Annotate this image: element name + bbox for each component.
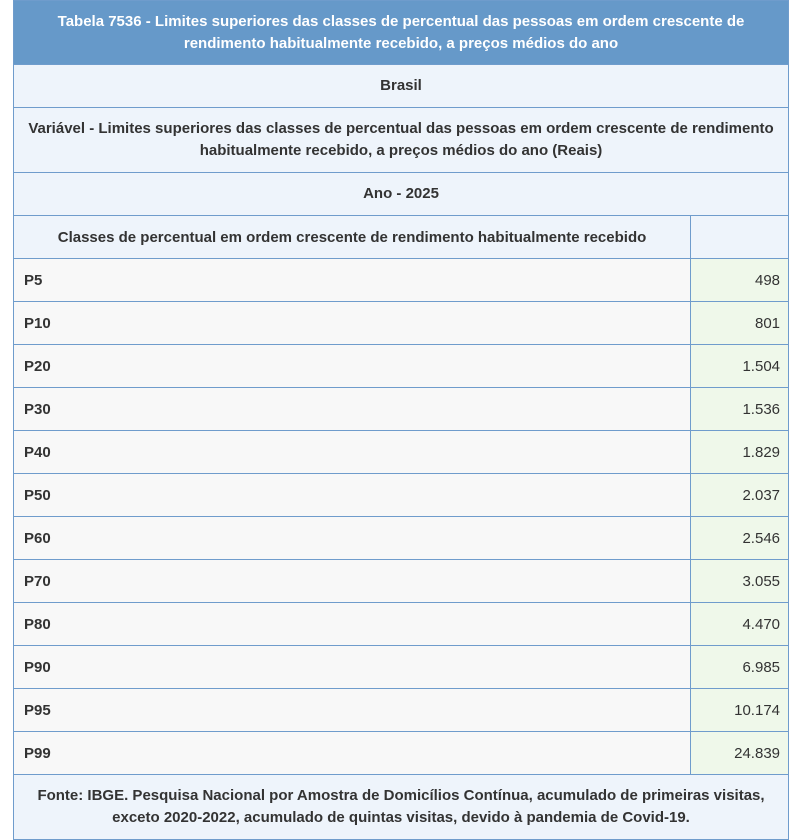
- row-value: 6.985: [691, 646, 789, 689]
- table-row: [14, 345, 789, 388]
- row-label: P20: [14, 345, 691, 388]
- table-row: [14, 302, 789, 345]
- row-label: P80: [14, 603, 691, 646]
- table-row: [14, 560, 789, 603]
- variable-label: Variável - Limites superiores das classes de percentual das pessoas em ordem crescente de rendimento habitualmente recebido, a preços médios do ano (Reais): [14, 108, 789, 173]
- row-label: P50: [14, 474, 691, 517]
- table-title: Tabela 7536 - Limites superiores das classes de percentual das pessoas em ordem crescente de rendimento habitualmente recebido, a preços médios do ano: [14, 1, 789, 65]
- variable-row: [14, 108, 789, 173]
- row-value: 2.546: [691, 517, 789, 560]
- table-row: [14, 603, 789, 646]
- row-label: P95: [14, 689, 691, 732]
- row-value: 498: [691, 259, 789, 302]
- region-row: [14, 65, 789, 108]
- row-value: 3.055: [691, 560, 789, 603]
- column-header-row: [14, 216, 789, 259]
- table-row: [14, 388, 789, 431]
- data-table-container: [13, 0, 788, 840]
- row-label: P30: [14, 388, 691, 431]
- year-row: [14, 173, 789, 216]
- row-label: P5: [14, 259, 691, 302]
- table-row: [14, 474, 789, 517]
- table-row: [14, 689, 789, 732]
- source-row: [14, 775, 789, 840]
- row-label: P90: [14, 646, 691, 689]
- row-label: P40: [14, 431, 691, 474]
- row-label: P70: [14, 560, 691, 603]
- year-label: Ano - 2025: [14, 173, 789, 216]
- table-row: [14, 732, 789, 775]
- row-value: 2.037: [691, 474, 789, 517]
- table-row: [14, 431, 789, 474]
- row-value: 1.504: [691, 345, 789, 388]
- region-label: Brasil: [14, 65, 789, 108]
- table-row: [14, 646, 789, 689]
- column-header: Classes de percentual em ordem crescente de rendimento habitualmente recebido: [14, 216, 691, 259]
- table-row: [14, 517, 789, 560]
- row-label: P99: [14, 732, 691, 775]
- row-label: P60: [14, 517, 691, 560]
- row-value: 24.839: [691, 732, 789, 775]
- row-value: 1.829: [691, 431, 789, 474]
- value-header: [691, 216, 789, 259]
- row-value: 4.470: [691, 603, 789, 646]
- row-value: 1.536: [691, 388, 789, 431]
- row-label: P10: [14, 302, 691, 345]
- row-value: 10.174: [691, 689, 789, 732]
- row-value: 801: [691, 302, 789, 345]
- table-row: [14, 259, 789, 302]
- data-table: [13, 0, 789, 840]
- source-note: Fonte: IBGE. Pesquisa Nacional por Amostra de Domicílios Contínua, acumulado de primeiras visitas, exceto 2020-2022, acumulado de quintas visitas, devido à pandemia de Covid-19.: [14, 775, 789, 840]
- title-row: [14, 1, 789, 65]
